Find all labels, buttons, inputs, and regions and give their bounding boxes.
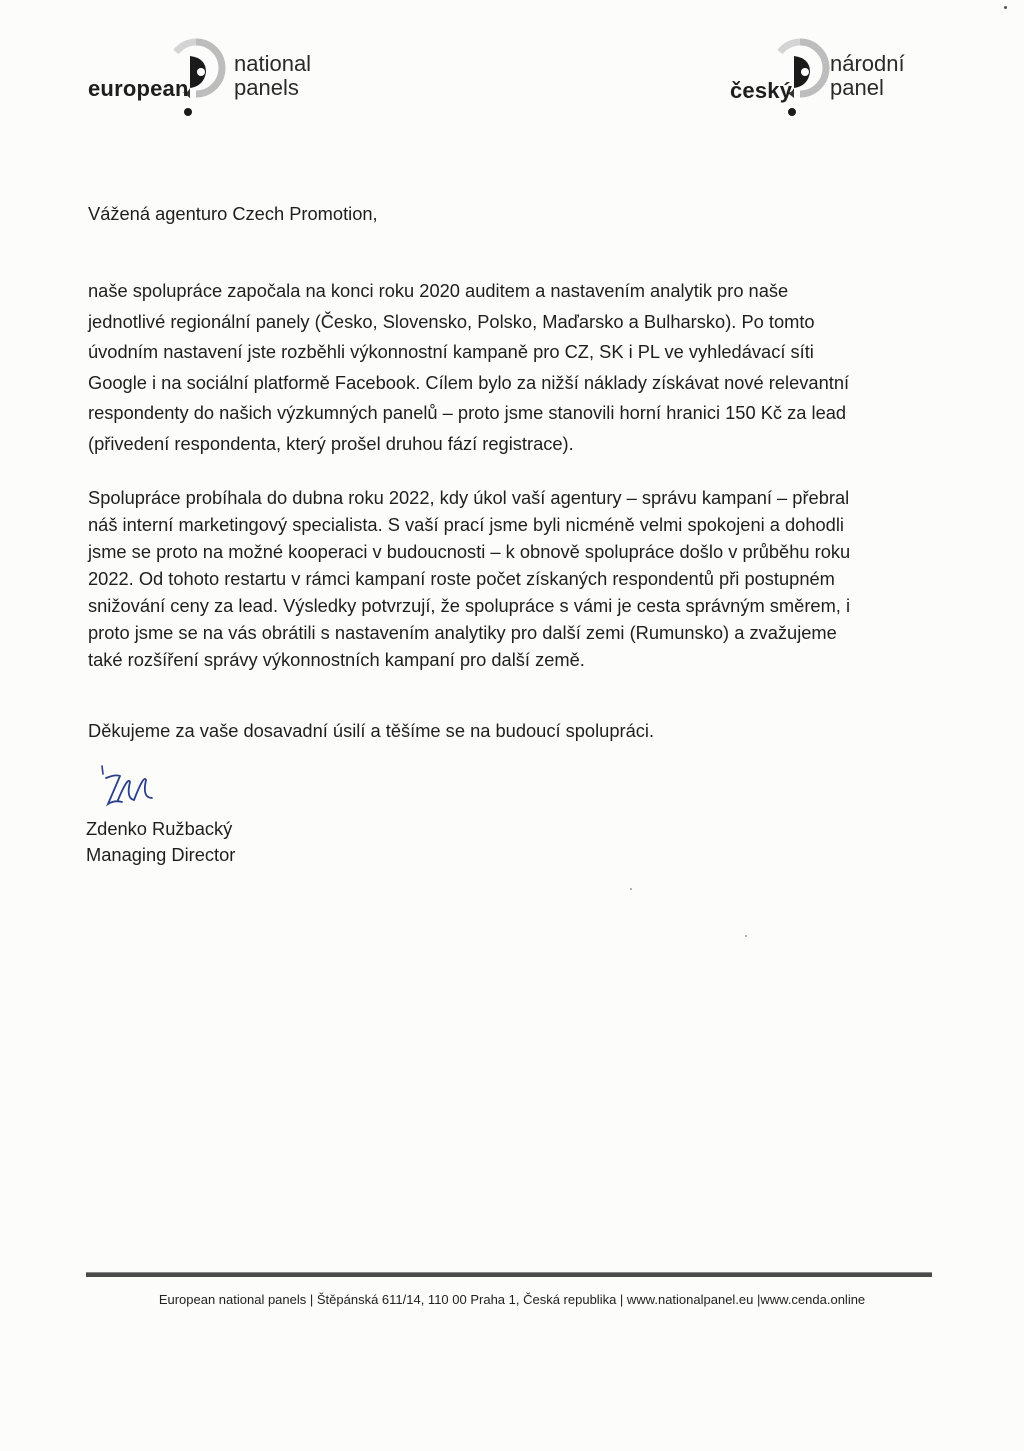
paragraph-line: Google i na sociální platformě Facebook. Cílem bylo za nižší náklady získávat nové relevantní — [88, 371, 850, 393]
scan-speck — [1004, 6, 1007, 9]
paragraph-line: 2022. Od tohoto restartu v rámci kampaní roste počet získaných respondentů při postupném — [88, 568, 835, 589]
cesky-narodni-panel-logo — [730, 38, 920, 120]
salutation: Vážená agenturo Czech Promotion, — [88, 203, 378, 224]
signer-block — [86, 816, 235, 868]
logo-line2-text: panel — [830, 75, 884, 100]
logo-line1-text: national — [234, 51, 312, 76]
paragraph-line: jsme se proto na možné kooperaci v budoucnosti – k obnově spolupráce došlo v průběhu roku — [88, 541, 851, 562]
paragraph-2 — [88, 484, 918, 673]
paragraph-line: naše spolupráce započala na konci roku 2020 auditem a nastavením analytik pro naše — [88, 280, 789, 301]
logo-brand-text: český — [730, 78, 793, 103]
paragraph-line: úvodním nastavení jste rozběhli výkonnostní kampaně pro CZ, SK i PL ve vyhledávací síti — [88, 341, 814, 362]
paragraph-line: (přivedení respondenta, který prošel druhou fází registrace). — [88, 432, 574, 454]
paragraph-line: také rozšíření správy výkonnostních kampaní pro další země. — [88, 649, 585, 670]
paragraph-line: respondenty do našich výzkumných panelů – proto jsme stanovili horní hranici 150 Kč za lead — [88, 402, 847, 423]
paragraph-line: Spolupráce probíhala do dubna roku 2022, kdy úkol vaší agentury – správu kampaní – přebral — [88, 487, 850, 508]
footer-divider — [86, 1272, 932, 1277]
scan-speck — [745, 935, 747, 937]
signer-title: Managing Director — [86, 844, 236, 865]
paragraph-line: jednotlivé regionální panely (Česko, Slovensko, Polsko, Maďarsko a Bulharsko). Po tomto — [88, 310, 815, 332]
paragraph-1 — [88, 276, 918, 459]
handwritten-signature — [96, 764, 166, 816]
european-national-panels-logo — [88, 38, 328, 120]
closing-line: Děkujeme za vaše dosavadní úsilí a těšíme se na budoucí spolupráci. — [88, 720, 655, 741]
scan-speck — [630, 888, 632, 890]
logo-line2-text: panels — [234, 75, 299, 100]
signer-name: Zdenko Ružbacký — [86, 818, 233, 839]
logo-brand-text: european — [88, 76, 189, 101]
paragraph-line: proto jsme se na vás obrátili s nastavením analytiky pro další zemi (Rumunsko) a zvažujeme — [88, 622, 837, 643]
paragraph-line: snižování ceny za lead. Výsledky potvrzují, že spolupráce s vámi je cesta správným směrem, i — [88, 595, 851, 616]
footer-address: European national panels | Štěpánská 611/14, 110 00 Praha 1, Česká republika | www.nationalpanel.eu |www.cenda.online — [158, 1292, 866, 1307]
paragraph-line: náš interní marketingový specialista. S vaší prací jsme byli nicméně velmi spokojeni a dohodli — [88, 514, 844, 535]
logo-line1-text: národní — [830, 51, 905, 76]
